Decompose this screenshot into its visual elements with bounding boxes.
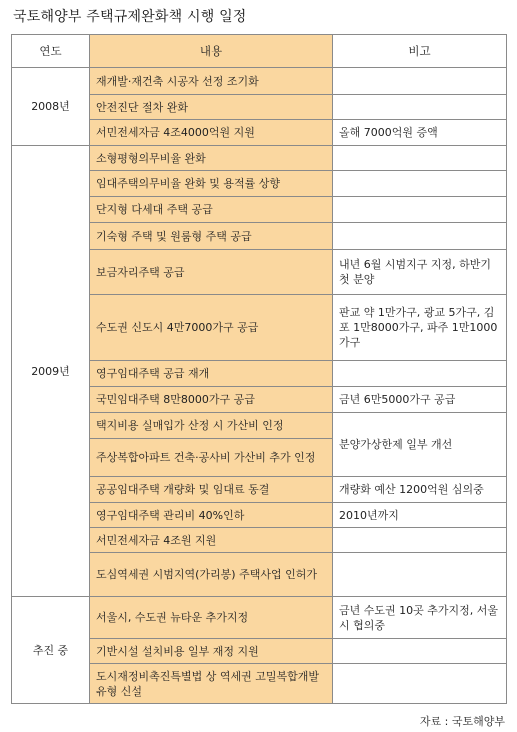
content-cell: 도심역세권 시범지역(가리봉) 주택사업 인허가 xyxy=(90,553,333,597)
content-cell: 서민전세자금 4조4000억원 지원 xyxy=(90,120,333,146)
note-cell: 금년 수도권 10곳 추가지정, 서울시 협의중 xyxy=(333,597,507,639)
content-cell: 영구임대주택 공급 재개 xyxy=(90,361,333,387)
table-row xyxy=(12,146,507,171)
content-cell: 기숙형 주택 및 원룸형 주택 공급 xyxy=(90,223,333,250)
content-cell: 서울시, 수도권 뉴타운 추가지정 xyxy=(90,597,333,639)
header-year: 연도 xyxy=(12,35,90,68)
content-cell: 주상복합아파트 건축·공사비 가산비 추가 인정 xyxy=(90,439,333,477)
note-cell xyxy=(333,68,507,95)
note-cell: 내년 6월 시범지구 지정, 하반기 첫 분양 xyxy=(333,250,507,295)
table-title: 국토해양부 주택규제완화책 시행 일정 xyxy=(13,9,247,25)
note-cell xyxy=(333,664,507,704)
content-cell: 단지형 다세대 주택 공급 xyxy=(90,197,333,223)
note-cell xyxy=(333,146,507,171)
table-row xyxy=(12,597,507,639)
content-cell: 도시재정비촉진특별법 상 역세권 고밀복합개발 유형 신설 xyxy=(90,664,333,704)
year-cell-2008: 2008년 xyxy=(12,68,90,146)
content-cell: 국민임대주택 8만8000가구 공급 xyxy=(90,387,333,413)
note-cell xyxy=(333,528,507,553)
content-cell: 공공임대주택 개량화 및 임대료 동결 xyxy=(90,477,333,503)
content-cell: 임대주택의무비율 완화 및 용적률 상향 xyxy=(90,171,333,197)
content-cell: 보금자리주택 공급 xyxy=(90,250,333,295)
source-caption: 자료 : 국토해양부 xyxy=(419,715,505,728)
year-cell-2009: 2009년 xyxy=(12,146,90,597)
year-cell-pending: 추진 중 xyxy=(12,597,90,704)
header-content: 내용 xyxy=(90,35,333,68)
note-cell xyxy=(333,223,507,250)
header-row xyxy=(12,35,507,68)
note-cell xyxy=(333,197,507,223)
note-cell xyxy=(333,553,507,597)
note-cell: 올해 7000억원 증액 xyxy=(333,120,507,146)
note-cell xyxy=(333,639,507,664)
content-cell: 소형평형의무비율 완화 xyxy=(90,146,333,171)
content-cell: 영구임대주택 관리비 40%인하 xyxy=(90,503,333,528)
policy-schedule-table xyxy=(11,34,507,704)
note-cell xyxy=(333,171,507,197)
table-row xyxy=(12,68,507,95)
note-cell xyxy=(333,95,507,120)
content-cell: 안전진단 절차 완화 xyxy=(90,95,333,120)
header-note: 비고 xyxy=(333,35,507,68)
note-cell: 개량화 예산 1200억원 심의중 xyxy=(333,477,507,503)
note-cell: 분양가상한제 일부 개선 xyxy=(333,413,507,477)
content-cell: 수도권 신도시 4만7000가구 공급 xyxy=(90,295,333,361)
note-cell xyxy=(333,361,507,387)
content-cell: 서민전세자금 4조원 지원 xyxy=(90,528,333,553)
note-cell: 판교 약 1만가구, 광교 5가구, 김포 1만8000가구, 파주 1만1000가구 xyxy=(333,295,507,361)
note-cell: 2010년까지 xyxy=(333,503,507,528)
note-cell: 금년 6만5000가구 공급 xyxy=(333,387,507,413)
content-cell: 재개발·재건축 시공자 선정 조기화 xyxy=(90,68,333,95)
content-cell: 택지비용 실매입가 산정 시 가산비 인정 xyxy=(90,413,333,439)
content-cell: 기반시설 설치비용 일부 재정 지원 xyxy=(90,639,333,664)
